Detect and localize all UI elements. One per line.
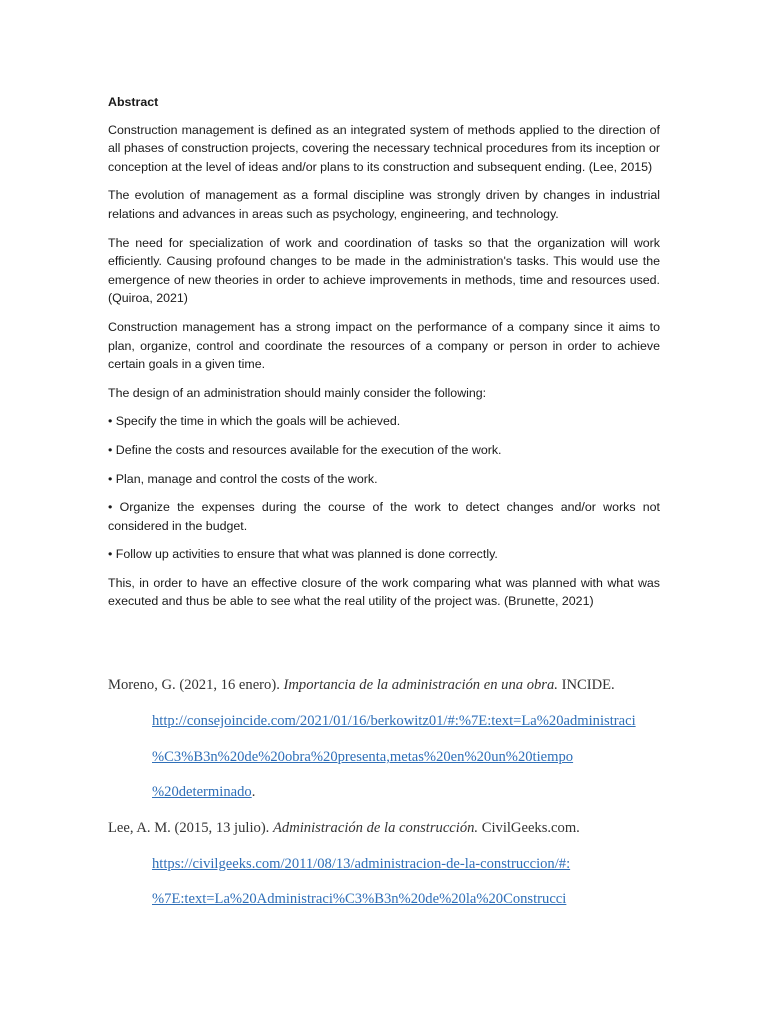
reference-link[interactable]: %20determinado xyxy=(152,784,252,800)
bullet-item: • Specify the time in which the goals will be achieved. xyxy=(108,414,401,429)
reference-url-line[interactable] xyxy=(152,782,255,802)
reference-url-line[interactable] xyxy=(152,854,570,874)
reference-trailing-period: . xyxy=(251,784,256,800)
abstract-paragraph: The design of an administration should mainly consider the following: xyxy=(108,385,487,400)
reference-entry xyxy=(108,675,615,695)
reference-source: INCIDE. xyxy=(557,677,615,693)
reference-author-date: Lee, A. M. (2015, 13 julio). xyxy=(108,820,273,836)
reference-link[interactable]: https://civilgeeks.com/2011/08/13/administracion-de-la-construccion/#: xyxy=(152,856,571,872)
bullet-item: • Define the costs and resources available for the execution of the work. xyxy=(108,442,502,457)
abstract-paragraph: The evolution of management as a formal discipline was strongly driven by changes in industrial relations and advances in areas such as psychology, engineering, and technology. xyxy=(108,188,660,221)
reference-entry xyxy=(108,818,580,838)
reference-author-date: Moreno, G. (2021, 16 enero). xyxy=(108,677,284,693)
abstract-paragraph: The need for specialization of work and coordination of tasks so that the organization will work efficiently. Causing profound changes to be made in the administration's tasks. This would use the emergence of new theories in order to achieve improvements in methods, time and resources used. (Quiroa, 2021) xyxy=(108,235,660,306)
bullet-item: • Organize the expenses during the course of the work to detect changes and/or works not considered in the budget. xyxy=(108,500,660,533)
reference-link[interactable]: http://consejoincide.com/2021/01/16/berkowitz01/#:%7E:text=La%20administraci xyxy=(152,713,636,729)
abstract-paragraph: This, in order to have an effective closure of the work comparing what was planned with what was executed and thus be able to see what the real utility of the project was. (Brunette, 2021) xyxy=(108,575,660,609)
reference-title: Administración de la construcción. xyxy=(272,820,479,836)
abstract-heading: Abstract xyxy=(108,95,159,109)
abstract-paragraph: Construction management is defined as an integrated system of methods applied to the direction of all phases of construction projects, covering the necessary technical procedures from its inception or conception at the level of ideas and/or plans to its construction and subsequent ending. (Lee, 2015) xyxy=(108,122,660,174)
abstract-paragraph: Construction management has a strong impact on the performance of a company since it aims to plan, organize, control and coordinate the resources of a company or person in order to achieve certain goals in a given time. xyxy=(108,319,660,372)
reference-url-line[interactable] xyxy=(152,711,636,731)
abstract-section xyxy=(108,93,660,621)
reference-link[interactable]: %C3%B3n%20de%20obra%20presenta,metas%20en%20un%20tiempo xyxy=(152,749,574,765)
reference-url-line[interactable] xyxy=(152,747,573,767)
reference-title: Importancia de la administración en una obra. xyxy=(283,677,558,693)
bullet-item: • Follow up activities to ensure that what was planned is done correctly. xyxy=(108,547,498,562)
reference-url-line[interactable] xyxy=(152,889,566,909)
reference-link[interactable]: %7E:text=La%20Administraci%C3%B3n%20de%20la%20Construcci xyxy=(152,891,567,907)
bullet-item: • Plan, manage and control the costs of the work. xyxy=(108,471,378,486)
reference-source: CivilGeeks.com. xyxy=(478,820,580,836)
